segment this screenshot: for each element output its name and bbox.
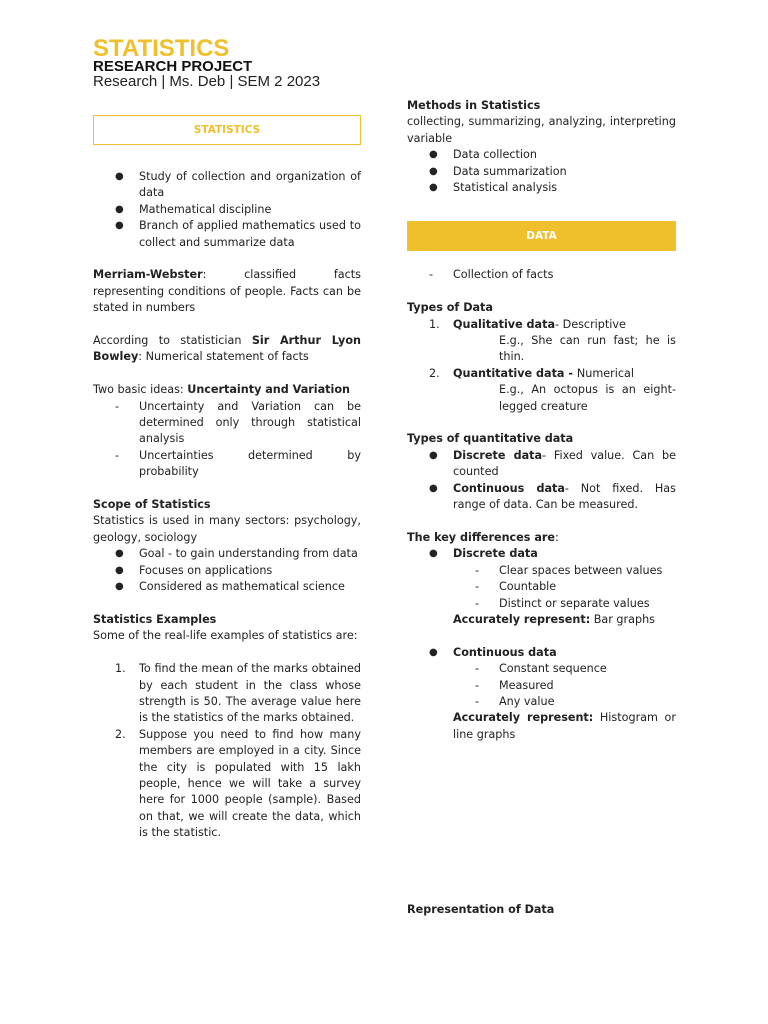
discrete-properties-list [407, 563, 676, 612]
list-item: ● Study of collection and organization of data [115, 170, 361, 200]
list-item: ● Discrete data- Fixed value. Can be counted [429, 448, 677, 479]
list-item: - Constant sequence [475, 662, 607, 676]
two-ideas-line: Two basic ideas: Uncertainty and Variation [93, 383, 350, 397]
methods-bullet-list [407, 147, 676, 196]
list-item: - Measured [475, 678, 554, 692]
list-item: ● Branch of applied mathematics used to collect and summarize data [115, 219, 361, 249]
methods-heading: Methods in Statistics [407, 99, 541, 112]
list-item: ● Goal - to gain understanding from data [93, 546, 361, 562]
list-item: ● Continuous data- Not fixed. Has range of data. Can be measured. [429, 481, 676, 512]
types-list-2 [407, 366, 676, 382]
examples-heading: Statistics Examples [93, 612, 217, 626]
list-item: - Countable [475, 580, 557, 594]
list-item: ● Statistical analysis [407, 180, 676, 196]
left-column [93, 115, 361, 842]
types-heading: Types of Data [407, 301, 493, 315]
document-meta: Research | Ms. Deb | SEM 2 2023 [93, 73, 321, 90]
bullet-icon: ● [429, 149, 438, 161]
bullet-icon: ● [115, 203, 124, 215]
list-item: - Any value [475, 694, 555, 708]
scope-text: Statistics is used in many sectors: psychology, geology, sociology [93, 514, 361, 544]
continuous-properties-list [407, 661, 676, 710]
bullet-icon: ● [429, 182, 438, 194]
list-item: ● Discrete data [407, 546, 676, 562]
discrete-representation: Accurately represent: Bar graphs [453, 612, 655, 626]
key-differences-heading: The key differences are: [407, 530, 559, 544]
bullet-icon: ● [115, 581, 124, 593]
intro-bullet-list [93, 169, 361, 251]
list-item: ● Data summarization [407, 164, 676, 180]
bullet-icon: ● [115, 548, 124, 560]
key-discrete-list [407, 546, 676, 562]
list-item: ● Data collection [407, 147, 676, 163]
list-item: - Collection of facts [429, 268, 554, 282]
data-section-box: DATA [407, 221, 676, 251]
list-item: ● Continuous data [407, 645, 676, 661]
list-item: ● Mathematical discipline [93, 202, 361, 218]
key-continuous-list [407, 645, 676, 661]
two-ideas-list [93, 399, 361, 481]
document-subtitle: RESEARCH PROJECT [93, 58, 253, 75]
examples-intro: Some of the real-life examples of statistics are: [93, 629, 358, 643]
representation-heading: Representation of Data [407, 903, 555, 916]
continuous-representation: Accurately represent: Histogram or line graphs [453, 711, 676, 741]
list-item: ● Considered as mathematical science [93, 579, 361, 595]
bullet-icon: ● [429, 482, 438, 494]
bullet-icon: ● [429, 548, 438, 560]
quantitative-example: E.g., An octopus is an eight-legged creature [499, 383, 676, 413]
data-dash-list [407, 267, 676, 283]
examples-list [93, 661, 361, 841]
list-item: 2. Quantitative data - Numerical [429, 366, 634, 380]
list-item: 1. To find the mean of the marks obtained by each student in the class whose strength is 50. The average value here is the statistics of the marks obtained. [115, 662, 361, 725]
bullet-icon: ● [115, 564, 124, 576]
list-item: 2. Suppose you need to find how many members are employed in a city. Since the city is populated with 15 lakh people, hence we will take a survey here for 1000 people (sample). Based on that, we will create the data, which is the statistic. [115, 727, 361, 840]
merriam-definition: Merriam-Webster: classified facts representing conditions of people. Facts can be stated in numbers [93, 268, 361, 315]
types-list [407, 317, 676, 333]
quantitative-types-list [407, 448, 676, 514]
document-title: STATISTICS [93, 35, 230, 62]
bullet-icon: ● [115, 171, 124, 182]
list-item: 1. Qualitative data- Descriptive [429, 317, 626, 331]
list-item: ● Focuses on applications [93, 563, 361, 579]
list-item: - Uncertainties determined by probability [115, 448, 361, 479]
bullet-icon: ● [429, 165, 438, 177]
scope-heading: Scope of Statistics [93, 498, 211, 512]
qualitative-example: E.g., She can run fast; he is thin. [499, 334, 676, 364]
bullet-icon: ● [429, 449, 438, 461]
bowley-definition: According to statistician Sir Arthur Lyon Bowley: Numerical statement of facts [93, 334, 361, 364]
list-item: - Uncertainty and Variation can be determined only through statistical analysis [115, 399, 361, 446]
bullet-icon: ● [115, 220, 124, 232]
statistics-section-box: STATISTICS [93, 115, 361, 145]
list-item: - Clear spaces between values [475, 563, 663, 577]
scope-bullet-list [93, 546, 361, 595]
list-item: - Distinct or separate values [475, 596, 650, 610]
right-column [407, 98, 676, 743]
methods-text: collecting, summarizing, analyzing, interpreting variable [407, 115, 676, 145]
bullet-icon: ● [429, 646, 438, 658]
quantitative-types-heading: Types of quantitative data [407, 432, 574, 446]
